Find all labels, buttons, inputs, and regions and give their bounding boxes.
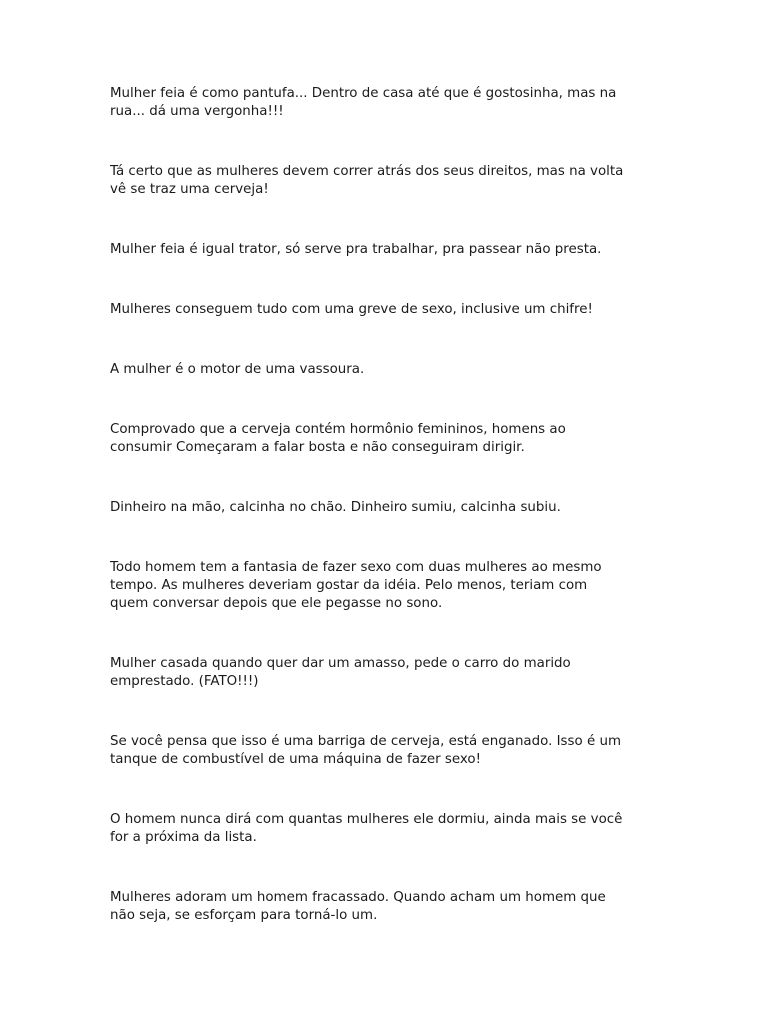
paragraph-1: Mulher feia é como pantufa... Dentro de casa até que é gostosinha, mas na rua... dá uma vergonha!!! [110,86,617,119]
paragraph-4: Mulheres conseguem tudo com uma greve de sexo, inclusive um chifre! [110,302,593,317]
paragraph-3: Mulher feia é igual trator, só serve pra trabalhar, pra passear não presta. [110,242,602,257]
paragraph-8: Todo homem tem a fantasia de fazer sexo com duas mulheres ao mesmo tempo. As mulheres deveriam gostar da idéia. Pelo menos, teriam com quem conversar depois que ele pegasse no sono. [110,560,602,611]
paragraph-6: Comprovado que a cerveja contém hormônio femininos, homens ao consumir Começaram a falar bosta e não conseguiram dirigir. [110,422,566,455]
paragraph-10: Se você pensa que isso é uma barriga de cerveja, está enganado. Isso é um tanque de combustível de uma máquina de fazer sexo! [110,734,621,767]
paragraph-7: Dinheiro na mão, calcinha no chão. Dinheiro sumiu, calcinha subiu. [110,500,561,515]
paragraph-9: Mulher casada quando quer dar um amasso, pede o carro do marido emprestado. (FATO!!!) [110,656,571,689]
paragraph-5: A mulher é o motor de uma vassoura. [110,362,365,377]
paragraph-12: Mulheres adoram um homem fracassado. Quando acham um homem que não seja, se esforçam para torná-lo um. [110,890,606,923]
paragraph-11: O homem nunca dirá com quantas mulheres ele dormiu, ainda mais se você for a próxima da lista. [110,812,623,845]
paragraph-2: Tá certo que as mulheres devem correr atrás dos seus direitos, mas na volta vê se traz uma cerveja! [110,164,624,197]
